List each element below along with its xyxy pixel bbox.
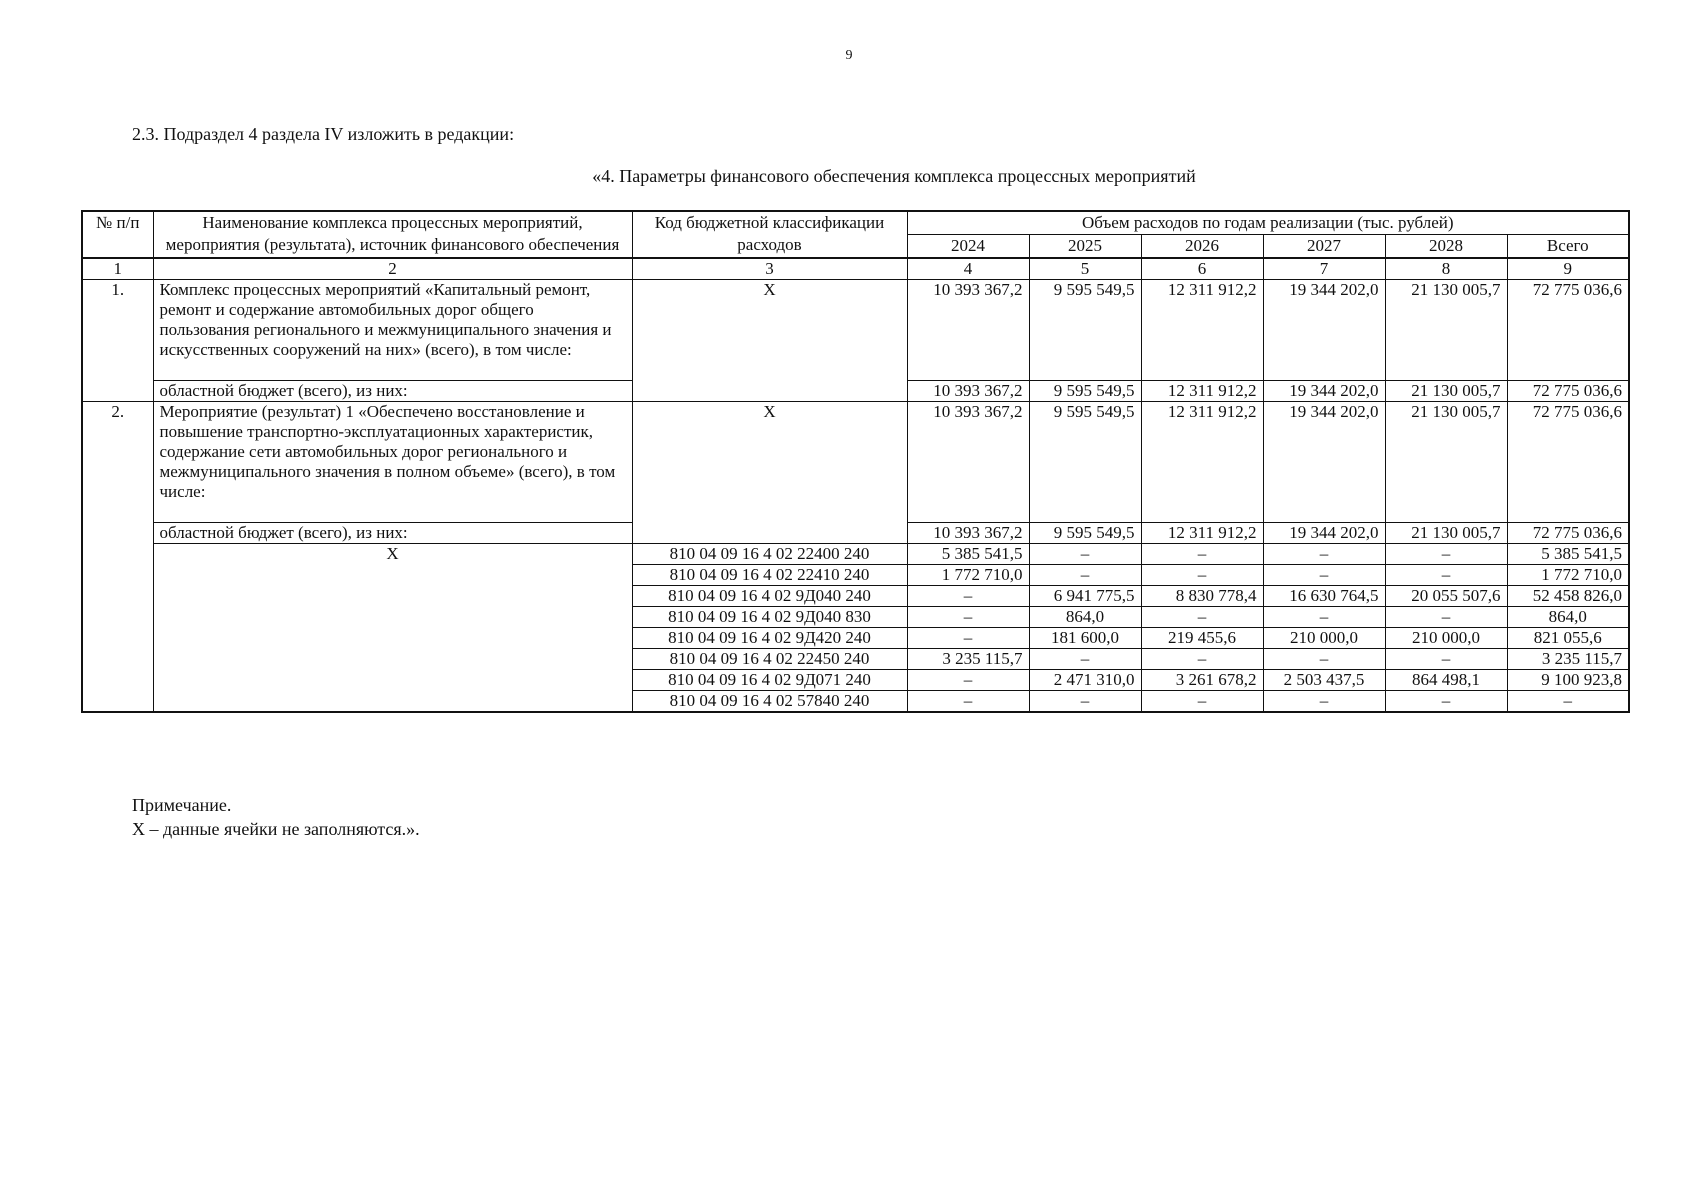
column-number: 9: [1507, 258, 1629, 280]
detail-code: 810 04 09 16 4 02 57840 240: [632, 691, 907, 713]
row-value: 72 775 036,6: [1507, 402, 1629, 523]
detail-value: –: [1385, 607, 1507, 628]
detail-value: –: [1029, 691, 1141, 713]
detail-value: 2 503 437,5: [1263, 670, 1385, 691]
detail-value: –: [1385, 691, 1507, 713]
column-number: 7: [1263, 258, 1385, 280]
detail-value: 1 772 710,0: [907, 565, 1029, 586]
detail-value: –: [1263, 607, 1385, 628]
column-numbers-row: [82, 258, 1629, 280]
detail-value: –: [1385, 649, 1507, 670]
subrow-value: 19 344 202,0: [1263, 381, 1385, 402]
detail-value: –: [1507, 691, 1629, 713]
detail-value: –: [907, 628, 1029, 649]
financing-table-wrapper: [81, 210, 1627, 713]
detail-value: –: [1263, 691, 1385, 713]
detail-value: –: [907, 607, 1029, 628]
detail-value: 6 941 775,5: [1029, 586, 1141, 607]
detail-value: 864,0: [1029, 607, 1141, 628]
detail-value: 864,0: [1507, 607, 1629, 628]
detail-value: 8 830 778,4: [1141, 586, 1263, 607]
header-name: Наименование комплекса процессных мероприятий, мероприятия (результата), источник финансового обеспечения: [153, 211, 632, 258]
header-num: № п/п: [82, 211, 153, 258]
column-number: 1: [82, 258, 153, 280]
detail-value: –: [1029, 565, 1141, 586]
detail-value: 219 455,6: [1141, 628, 1263, 649]
note-text: Х – данные ячейки не заполняются.».: [132, 819, 420, 839]
detail-value: 3 261 678,2: [1141, 670, 1263, 691]
detail-code: 810 04 09 16 4 02 9Д040 830: [632, 607, 907, 628]
detail-value: 16 630 764,5: [1263, 586, 1385, 607]
detail-value: 864 498,1: [1385, 670, 1507, 691]
detail-value: –: [907, 691, 1029, 713]
row-code: X: [632, 280, 907, 402]
detail-value: 5 385 541,5: [1507, 544, 1629, 565]
detail-value: –: [1029, 544, 1141, 565]
detail-value: 20 055 507,6: [1385, 586, 1507, 607]
row-num: 2.: [82, 402, 153, 713]
table-row: [82, 402, 1629, 523]
row-value: 12 311 912,2: [1141, 280, 1263, 381]
header-total: Всего: [1507, 235, 1629, 259]
detail-value: –: [1141, 544, 1263, 565]
row-num: 1.: [82, 280, 153, 402]
row-value: 9 595 549,5: [1029, 280, 1141, 381]
column-number: 3: [632, 258, 907, 280]
row-code: X: [632, 402, 907, 544]
subrow-value: 9 595 549,5: [1029, 523, 1141, 544]
note-title: Примечание.: [132, 795, 232, 815]
detail-value: –: [1141, 607, 1263, 628]
subrow-name: областной бюджет (всего), из них:: [153, 381, 632, 402]
column-number: 4: [907, 258, 1029, 280]
row-value: 21 130 005,7: [1385, 402, 1507, 523]
row-value: 12 311 912,2: [1141, 402, 1263, 523]
subrow-name: областной бюджет (всего), из них:: [153, 523, 632, 544]
row-value: 9 595 549,5: [1029, 402, 1141, 523]
header-year: 2024: [907, 235, 1029, 259]
detail-value: 2 471 310,0: [1029, 670, 1141, 691]
financing-table: [81, 210, 1630, 713]
detail-row: [82, 544, 1629, 565]
row-value: 10 393 367,2: [907, 280, 1029, 381]
detail-value: –: [1029, 649, 1141, 670]
subrow-value: 72 775 036,6: [1507, 381, 1629, 402]
header-code: Код бюджетной классификации расходов: [632, 211, 907, 258]
row-name: Комплекс процессных мероприятий «Капитальный ремонт, ремонт и содержание автомобильных дорог общего пользования регионального и межмуниципального значения и искусственных сооружений на них» (всего), в том числе:: [153, 280, 632, 381]
detail-code: 810 04 09 16 4 02 22450 240: [632, 649, 907, 670]
detail-code: 810 04 09 16 4 02 9Д040 240: [632, 586, 907, 607]
row-value: 19 344 202,0: [1263, 402, 1385, 523]
detail-value: 210 000,0: [1263, 628, 1385, 649]
detail-value: –: [907, 670, 1029, 691]
detail-value: 5 385 541,5: [907, 544, 1029, 565]
detail-value: 3 235 115,7: [907, 649, 1029, 670]
detail-value: –: [1263, 565, 1385, 586]
detail-code: 810 04 09 16 4 02 9Д071 240: [632, 670, 907, 691]
detail-value: –: [907, 586, 1029, 607]
header-year: 2026: [1141, 235, 1263, 259]
detail-value: 9 100 923,8: [1507, 670, 1629, 691]
header-year: 2027: [1263, 235, 1385, 259]
detail-value: –: [1141, 565, 1263, 586]
subrow-value: 19 344 202,0: [1263, 523, 1385, 544]
table-row: [82, 280, 1629, 381]
intro-paragraph: 2.3. Подраздел 4 раздела IV изложить в редакции:: [132, 124, 515, 144]
detail-value: 1 772 710,0: [1507, 565, 1629, 586]
detail-value: –: [1263, 544, 1385, 565]
header-volume: Объем расходов по годам реализации (тыс. рублей): [907, 211, 1629, 235]
row-value: 19 344 202,0: [1263, 280, 1385, 381]
detail-value: –: [1141, 691, 1263, 713]
detail-label: X: [153, 544, 632, 713]
subrow-value: 12 311 912,2: [1141, 523, 1263, 544]
column-number: 5: [1029, 258, 1141, 280]
column-number: 6: [1141, 258, 1263, 280]
row-name: Мероприятие (результат) 1 «Обеспечено восстановление и повышение транспортно-эксплуатационных характеристик, содержание сети автомобильных дорог регионального и межмуниципального значения в полном объеме» (всего), в том числе:: [153, 402, 632, 523]
subrow-value: 21 130 005,7: [1385, 523, 1507, 544]
page-number: 9: [845, 48, 853, 63]
detail-value: 821 055,6: [1507, 628, 1629, 649]
detail-value: –: [1263, 649, 1385, 670]
detail-value: 181 600,0: [1029, 628, 1141, 649]
column-number: 8: [1385, 258, 1507, 280]
column-number: 2: [153, 258, 632, 280]
detail-value: 52 458 826,0: [1507, 586, 1629, 607]
subrow-value: 10 393 367,2: [907, 523, 1029, 544]
row-value: 21 130 005,7: [1385, 280, 1507, 381]
header-row: [82, 211, 1629, 235]
subrow-value: 12 311 912,2: [1141, 381, 1263, 402]
table-title: «4. Параметры финансового обеспечения комплекса процессных мероприятий: [592, 166, 1196, 186]
detail-value: –: [1385, 544, 1507, 565]
detail-value: –: [1385, 565, 1507, 586]
row-value: 10 393 367,2: [907, 402, 1029, 523]
row-value: 72 775 036,6: [1507, 280, 1629, 381]
detail-value: 210 000,0: [1385, 628, 1507, 649]
detail-value: –: [1141, 649, 1263, 670]
detail-code: 810 04 09 16 4 02 9Д420 240: [632, 628, 907, 649]
header-year: 2028: [1385, 235, 1507, 259]
note: [132, 793, 420, 841]
subrow-value: 21 130 005,7: [1385, 381, 1507, 402]
detail-code: 810 04 09 16 4 02 22400 240: [632, 544, 907, 565]
subrow-value: 9 595 549,5: [1029, 381, 1141, 402]
subrow-value: 10 393 367,2: [907, 381, 1029, 402]
header-year: 2025: [1029, 235, 1141, 259]
detail-value: 3 235 115,7: [1507, 649, 1629, 670]
detail-code: 810 04 09 16 4 02 22410 240: [632, 565, 907, 586]
subrow-value: 72 775 036,6: [1507, 523, 1629, 544]
